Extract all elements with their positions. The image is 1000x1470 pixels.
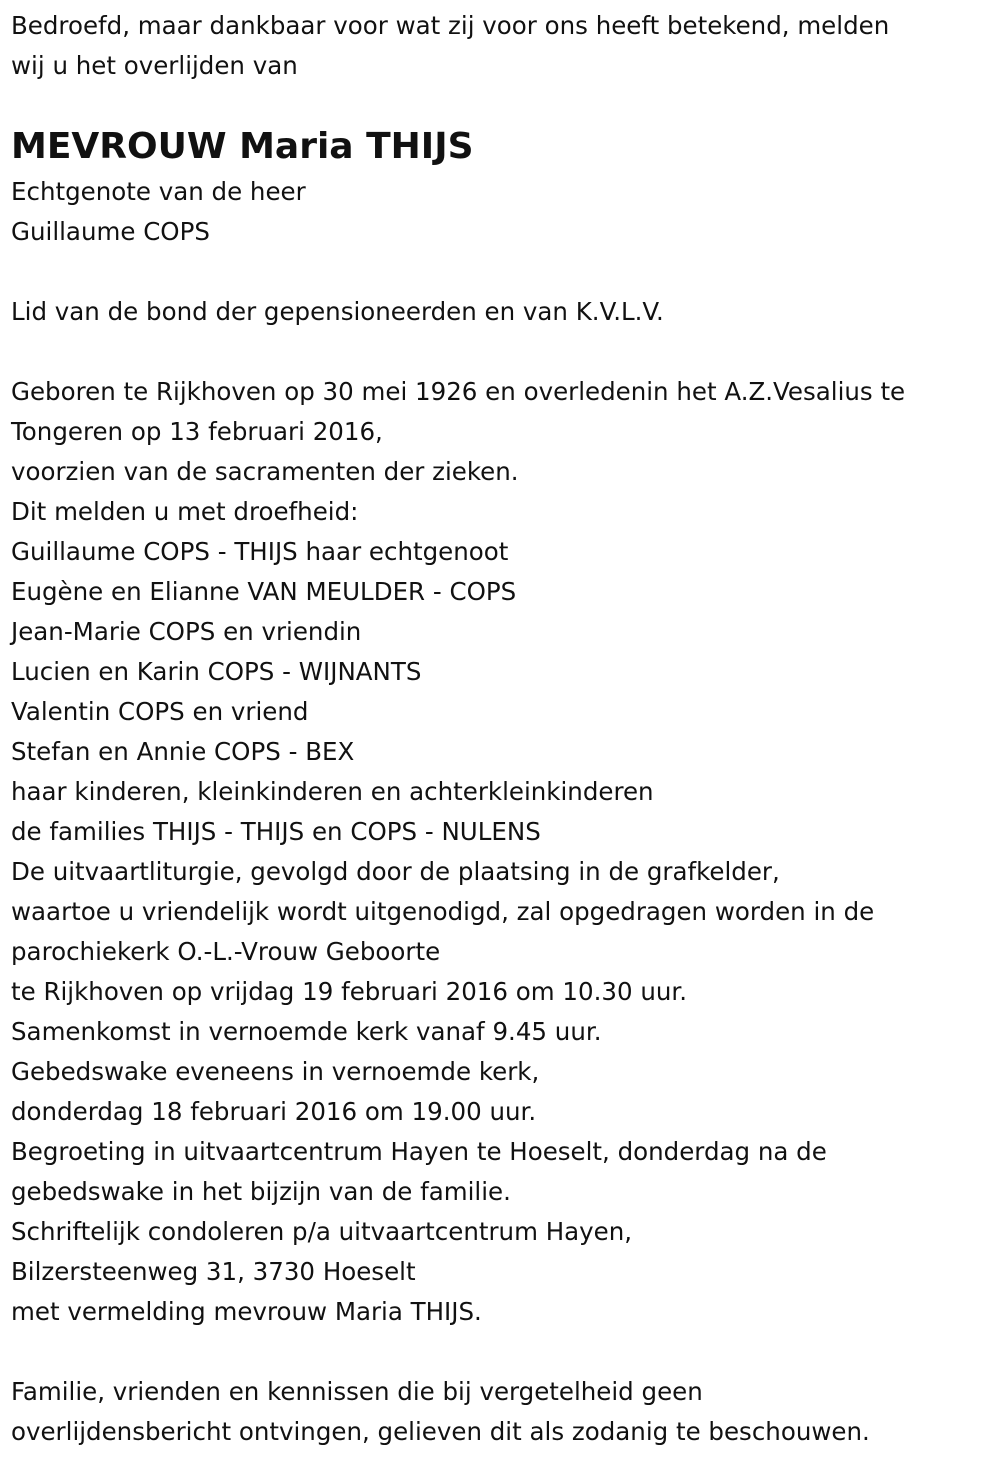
spouse-line: Guillaume COPS (11, 217, 210, 246)
blank-line (11, 252, 989, 292)
body-line: Bilzersteenweg 31, 3730 Hoeselt (11, 1257, 416, 1286)
body-line: Begroeting in uitvaartcentrum Hayen te Hoeselt, donderdag na de (11, 1137, 827, 1166)
body-line: Stefan en Annie COPS - BEX (11, 737, 355, 766)
spouse-line: Echtgenote van de heer (11, 177, 306, 206)
membership-line: Lid van de bond der gepensioneerden en van K.V.L.V. (11, 297, 664, 326)
body-line: de families THIJS - THIJS en COPS - NULENS (11, 817, 541, 846)
body-line: Schriftelijk condoleren p/a uitvaartcentrum Hayen, (11, 1217, 633, 1246)
body-line: haar kinderen, kleinkinderen en achterkleinkinderen (11, 777, 654, 806)
body-line: voorzien van de sacramenten der zieken. (11, 457, 519, 486)
body-line: met vermelding mevrouw Maria THIJS. (11, 1297, 482, 1326)
body-line: Dit melden u met droefheid: (11, 497, 359, 526)
closing-line: Familie, vrienden en kennissen die bij vergetelheid geen (11, 1377, 703, 1406)
deceased-name: MEVROUW Maria THIJS (11, 126, 474, 167)
intro-line: Bedroefd, maar dankbaar voor wat zij voor ons heeft betekend, melden (11, 11, 890, 40)
body-line: De uitvaartliturgie, gevolgd door de plaatsing in de grafkelder, (11, 857, 780, 886)
body-line: Valentin COPS en vriend (11, 697, 309, 726)
blank-line (11, 1332, 989, 1372)
intro-line: wij u het overlijden van (11, 51, 298, 80)
body-line: Tongeren op 13 februari 2016, (11, 417, 383, 446)
blank-line (11, 332, 989, 372)
body-line: waartoe u vriendelijk wordt uitgenodigd, zal opgedragen worden in de (11, 897, 875, 926)
body-line: Geboren te Rijkhoven op 30 mei 1926 en overledenin het A.Z.Vesalius te (11, 377, 906, 406)
body-line: gebedswake in het bijzijn van de familie. (11, 1177, 511, 1206)
body-line: Guillaume COPS - THIJS haar echtgenoot (11, 537, 509, 566)
body-line: Samenkomst in vernoemde kerk vanaf 9.45 uur. (11, 1017, 602, 1046)
body-line: parochiekerk O.-L.-Vrouw Geboorte (11, 937, 441, 966)
body-line: Gebedswake eveneens in vernoemde kerk, (11, 1057, 540, 1086)
body-line: Lucien en Karin COPS - WIJNANTS (11, 657, 422, 686)
closing-line: overlijdensbericht ontvingen, gelieven dit als zodanig te beschouwen. (11, 1417, 870, 1446)
body-line: donderdag 18 februari 2016 om 19.00 uur. (11, 1097, 537, 1126)
body-line: te Rijkhoven op vrijdag 19 februari 2016 om 10.30 uur. (11, 977, 687, 1006)
body-line: Eugène en Elianne VAN MEULDER - COPS (11, 577, 517, 606)
body-text (11, 372, 989, 1332)
body-line: Jean-Marie COPS en vriendin (11, 617, 362, 646)
obituary-notice (11, 6, 989, 1452)
